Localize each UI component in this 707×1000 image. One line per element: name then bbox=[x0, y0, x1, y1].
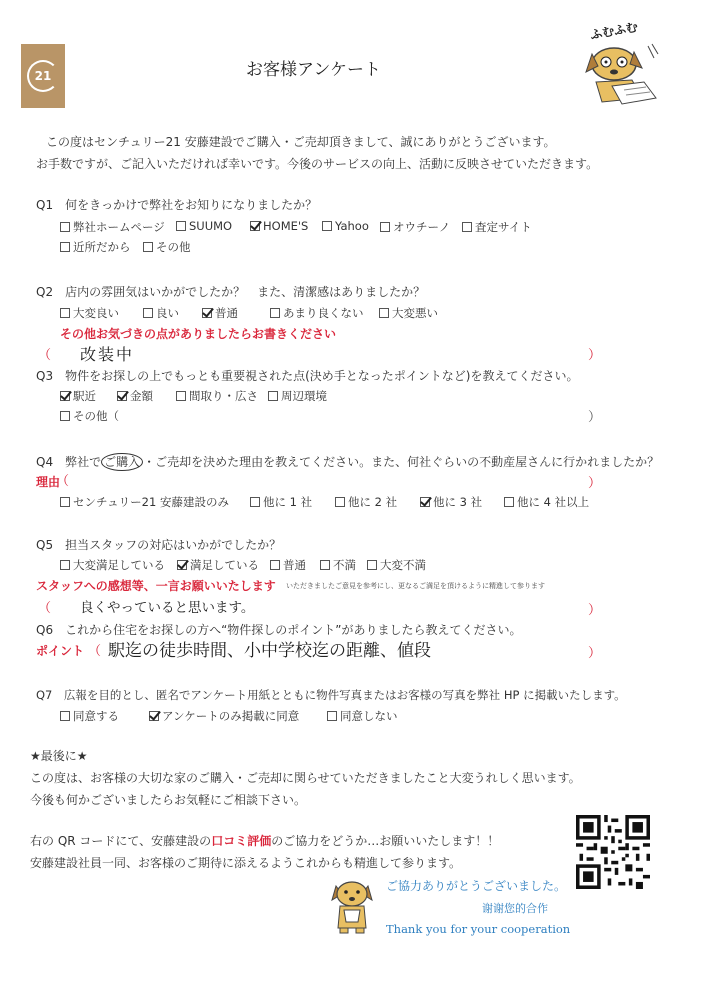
option-label: 満足している bbox=[190, 558, 259, 572]
q4-paren-close: ） bbox=[588, 476, 602, 491]
q2-paren-open: （ bbox=[38, 348, 52, 363]
q2-option-good[interactable] bbox=[143, 305, 179, 321]
mascot-reading-icon bbox=[582, 38, 662, 108]
q1-option-nearby[interactable] bbox=[60, 239, 131, 255]
q2-option-very-good[interactable] bbox=[60, 305, 119, 321]
checkbox[interactable] bbox=[504, 497, 514, 507]
qr-line-a: 右の QR コードにて、安藤建設の bbox=[30, 834, 212, 848]
page-title: お客様アンケート bbox=[246, 60, 381, 80]
q3-option-environment[interactable] bbox=[268, 388, 327, 404]
q6-point-label: ポイント bbox=[36, 644, 85, 658]
option-label: 普通 bbox=[215, 306, 238, 320]
checkbox-checked[interactable] bbox=[420, 497, 430, 507]
q7-question: Q7 広報を目的とし、匿名でアンケート用紙とともに物件写真またはお客様の写真を弊社 HP に掲載いたします。 bbox=[36, 688, 626, 702]
q3-option-station[interactable] bbox=[60, 388, 96, 404]
thanks-english: Thank you for your cooperation bbox=[386, 922, 571, 936]
option-label: 同意しない bbox=[340, 709, 398, 723]
q4-option-one-other[interactable] bbox=[250, 494, 312, 510]
q4-option-two-others[interactable] bbox=[335, 494, 397, 510]
q6-paren-open: （ bbox=[88, 644, 102, 659]
checkbox-checked[interactable] bbox=[60, 391, 70, 401]
qr-code-icon[interactable] bbox=[576, 815, 650, 889]
q4-question-a: Q4 弊社で bbox=[36, 455, 102, 469]
q3-option-layout[interactable] bbox=[176, 388, 258, 404]
checkbox[interactable] bbox=[143, 242, 153, 252]
checkbox[interactable] bbox=[60, 308, 70, 318]
q2-comment-answer[interactable]: 改装中 bbox=[80, 345, 135, 364]
checkbox[interactable] bbox=[60, 711, 70, 721]
option-label: その他 bbox=[156, 240, 191, 254]
option-label: 周辺環境 bbox=[281, 389, 327, 403]
q6-paren-close: ） bbox=[588, 646, 602, 661]
option-label: 他に 2 社 bbox=[348, 495, 398, 509]
checkbox[interactable] bbox=[60, 497, 70, 507]
checkbox[interactable] bbox=[60, 560, 70, 570]
century21-logo bbox=[21, 44, 65, 108]
q7-option-disagree[interactable] bbox=[327, 708, 398, 724]
q1-option-appraisal-site[interactable] bbox=[462, 219, 532, 235]
checkbox-checked[interactable] bbox=[117, 391, 127, 401]
q5-question: Q5 担当スタッフの対応はいかがでしたか？ bbox=[36, 538, 282, 552]
q1-option-website[interactable] bbox=[60, 219, 165, 235]
option-label: 間取り・広さ bbox=[189, 389, 258, 403]
option-label: 金額 bbox=[130, 389, 153, 403]
checkbox-checked[interactable] bbox=[149, 711, 159, 721]
option-label: 大変満足している bbox=[73, 558, 165, 572]
option-label: 弊社ホームページ bbox=[73, 220, 165, 234]
checkbox[interactable] bbox=[143, 308, 153, 318]
checkbox[interactable] bbox=[250, 497, 260, 507]
q4-paren-open: （ bbox=[56, 474, 70, 489]
checkbox[interactable] bbox=[176, 391, 186, 401]
option-label: 他に 3 社 bbox=[433, 495, 483, 509]
checkbox-checked[interactable] bbox=[250, 221, 260, 231]
q2-option-very-bad[interactable] bbox=[379, 305, 438, 321]
checkbox[interactable] bbox=[60, 242, 70, 252]
checkbox[interactable] bbox=[60, 411, 70, 421]
q1-option-ouchino[interactable] bbox=[380, 219, 450, 235]
checkbox[interactable] bbox=[60, 222, 70, 232]
q2-option-normal[interactable] bbox=[202, 305, 238, 321]
q4-question-b: ・ご売却を決めた理由を教えてください。また、何社ぐらいの不動産屋さんに行かれましたか？ bbox=[143, 455, 660, 469]
option-label: 駅近 bbox=[73, 389, 96, 403]
qr-line-b: のご協力をどうか…お願いいたします！！ bbox=[271, 834, 500, 848]
q5-option-satisfied[interactable] bbox=[177, 557, 259, 573]
q4-option-four-plus[interactable] bbox=[504, 494, 589, 510]
q3-option-price[interactable] bbox=[117, 388, 153, 404]
q2-paren-close: ） bbox=[588, 348, 602, 363]
q4-option-three-others[interactable] bbox=[420, 494, 482, 510]
q5-option-very-satisfied[interactable] bbox=[60, 557, 165, 573]
option-label: オウチーノ bbox=[393, 220, 451, 234]
mascot-thanks-icon bbox=[330, 876, 374, 934]
q2-option-not-good[interactable] bbox=[270, 305, 364, 321]
option-label: 他に 4 社以上 bbox=[517, 495, 590, 509]
checkbox[interactable] bbox=[270, 560, 280, 570]
option-label: アンケートのみ掲載に同意 bbox=[162, 709, 300, 723]
checkbox[interactable] bbox=[320, 560, 330, 570]
q5-option-normal[interactable] bbox=[270, 557, 306, 573]
option-label: 査定サイト bbox=[475, 220, 532, 234]
q1-option-homes[interactable] bbox=[250, 219, 308, 233]
q5-option-very-dissatisfied[interactable] bbox=[367, 557, 426, 573]
checkbox[interactable] bbox=[380, 222, 390, 232]
q5-comment-prompt: スタッフへの感想等、一言お願いいたします bbox=[36, 579, 276, 593]
closing-line-1: この度は、お客様の大切な家のご購入・ご売却に関らせていただきましたこと大変うれしく思います。 bbox=[30, 771, 581, 785]
option-label: 他に 1 社 bbox=[263, 495, 313, 509]
q6-answer[interactable]: 駅迄の徒歩時間、小中学校迄の距離、値段 bbox=[108, 641, 431, 661]
option-label: センチュリー21 安藤建設のみ bbox=[73, 495, 229, 509]
closing-line-2: 今後も何かございましたらお気軽にご相談下さい。 bbox=[30, 793, 307, 807]
q7-option-agree[interactable] bbox=[60, 708, 119, 724]
checkbox[interactable] bbox=[462, 222, 472, 232]
option-label: HOME'S bbox=[263, 219, 309, 233]
q1-option-other[interactable] bbox=[143, 239, 191, 255]
checkbox[interactable] bbox=[176, 221, 186, 231]
q3-paren-close: ） bbox=[588, 410, 602, 425]
option-label: 大変良い bbox=[73, 306, 119, 320]
q3-question: Q3 物件をお探しの上でもっとも重要視された点(決め手となったポイントなど)を教えてください。 bbox=[36, 369, 579, 383]
q1-option-yahoo[interactable] bbox=[322, 219, 369, 233]
q4-question bbox=[36, 453, 659, 470]
checkbox[interactable] bbox=[335, 497, 345, 507]
q4-option-only-ando[interactable] bbox=[60, 494, 229, 510]
q1-question: Q1 何をきっかけで弊社をお知りになりましたか？ bbox=[36, 198, 318, 212]
option-label: その他（ bbox=[73, 409, 119, 423]
option-label: 同意する bbox=[73, 709, 119, 723]
q3-option-other[interactable] bbox=[60, 408, 119, 424]
q5-comment-note: いただきましたご意見を参考にし、更なるご満足を頂けるように精進して参ります bbox=[286, 582, 545, 590]
checkbox[interactable] bbox=[327, 711, 337, 721]
thanks-japanese: ご協力ありがとうございました。 bbox=[386, 879, 567, 893]
qr-request-line bbox=[30, 832, 499, 849]
option-label: SUUMO bbox=[189, 219, 233, 233]
checkbox[interactable] bbox=[268, 391, 278, 401]
staff-line: 安藤建設社員一同、お客様のご期待に添えるようこれからも精進して参ります。 bbox=[30, 856, 462, 870]
option-label: 大変不満 bbox=[380, 558, 426, 572]
option-label: 普通 bbox=[283, 558, 306, 572]
q2-comment-prompt: その他お気づきの点がありましたらお書きください bbox=[60, 327, 337, 341]
option-label: Yahoo bbox=[335, 219, 369, 233]
checkbox[interactable] bbox=[379, 308, 389, 318]
intro-line-1: この度はセンチュリー21 安藤建設でご購入・ご売却頂きまして、誠にありがとうございます。 bbox=[46, 135, 556, 149]
q5-paren-close: ） bbox=[588, 603, 602, 618]
qr-line-highlight: 口コミ評価 bbox=[211, 834, 272, 848]
q1-option-suumo[interactable] bbox=[176, 219, 232, 233]
q4-reason-label: 理由 bbox=[36, 475, 61, 489]
q7-option-survey-only[interactable] bbox=[149, 708, 299, 724]
checkbox[interactable] bbox=[367, 560, 377, 570]
option-label: あまり良くない bbox=[283, 306, 364, 320]
checkbox-checked[interactable] bbox=[177, 560, 187, 570]
q2-question: Q2 店内の雰囲気はいかがでしたか？ また、清潔感はありましたか？ bbox=[36, 285, 426, 299]
closing-heading: ★最後に★ bbox=[30, 749, 88, 763]
checkbox[interactable] bbox=[270, 308, 280, 318]
option-label: 良い bbox=[156, 306, 179, 320]
q6-question: Q6 これから住宅をお探しの方へ“物件探しのポイント”がありましたら教えてください。 bbox=[36, 623, 522, 637]
option-label: 近所だから bbox=[73, 240, 131, 254]
q4-circled-purchase: ご購入 bbox=[101, 453, 143, 471]
logo-mark: 21 bbox=[27, 60, 59, 92]
thanks-chinese: 谢谢您的合作 bbox=[482, 902, 548, 915]
q5-comment-answer[interactable]: 良くやっていると思います。 bbox=[80, 600, 255, 616]
intro-line-2: お手数ですが、ご記入いただければ幸いです。今後のサービスの向上、活動に反映させていただきます。 bbox=[36, 157, 599, 171]
q5-paren-open: （ bbox=[38, 601, 52, 616]
checkbox[interactable] bbox=[322, 221, 332, 231]
option-label: 不満 bbox=[333, 558, 356, 572]
mascot-caption: ふむふむ bbox=[589, 19, 639, 43]
option-label: 大変悪い bbox=[392, 306, 438, 320]
q5-option-dissatisfied[interactable] bbox=[320, 557, 356, 573]
checkbox-checked[interactable] bbox=[202, 308, 212, 318]
